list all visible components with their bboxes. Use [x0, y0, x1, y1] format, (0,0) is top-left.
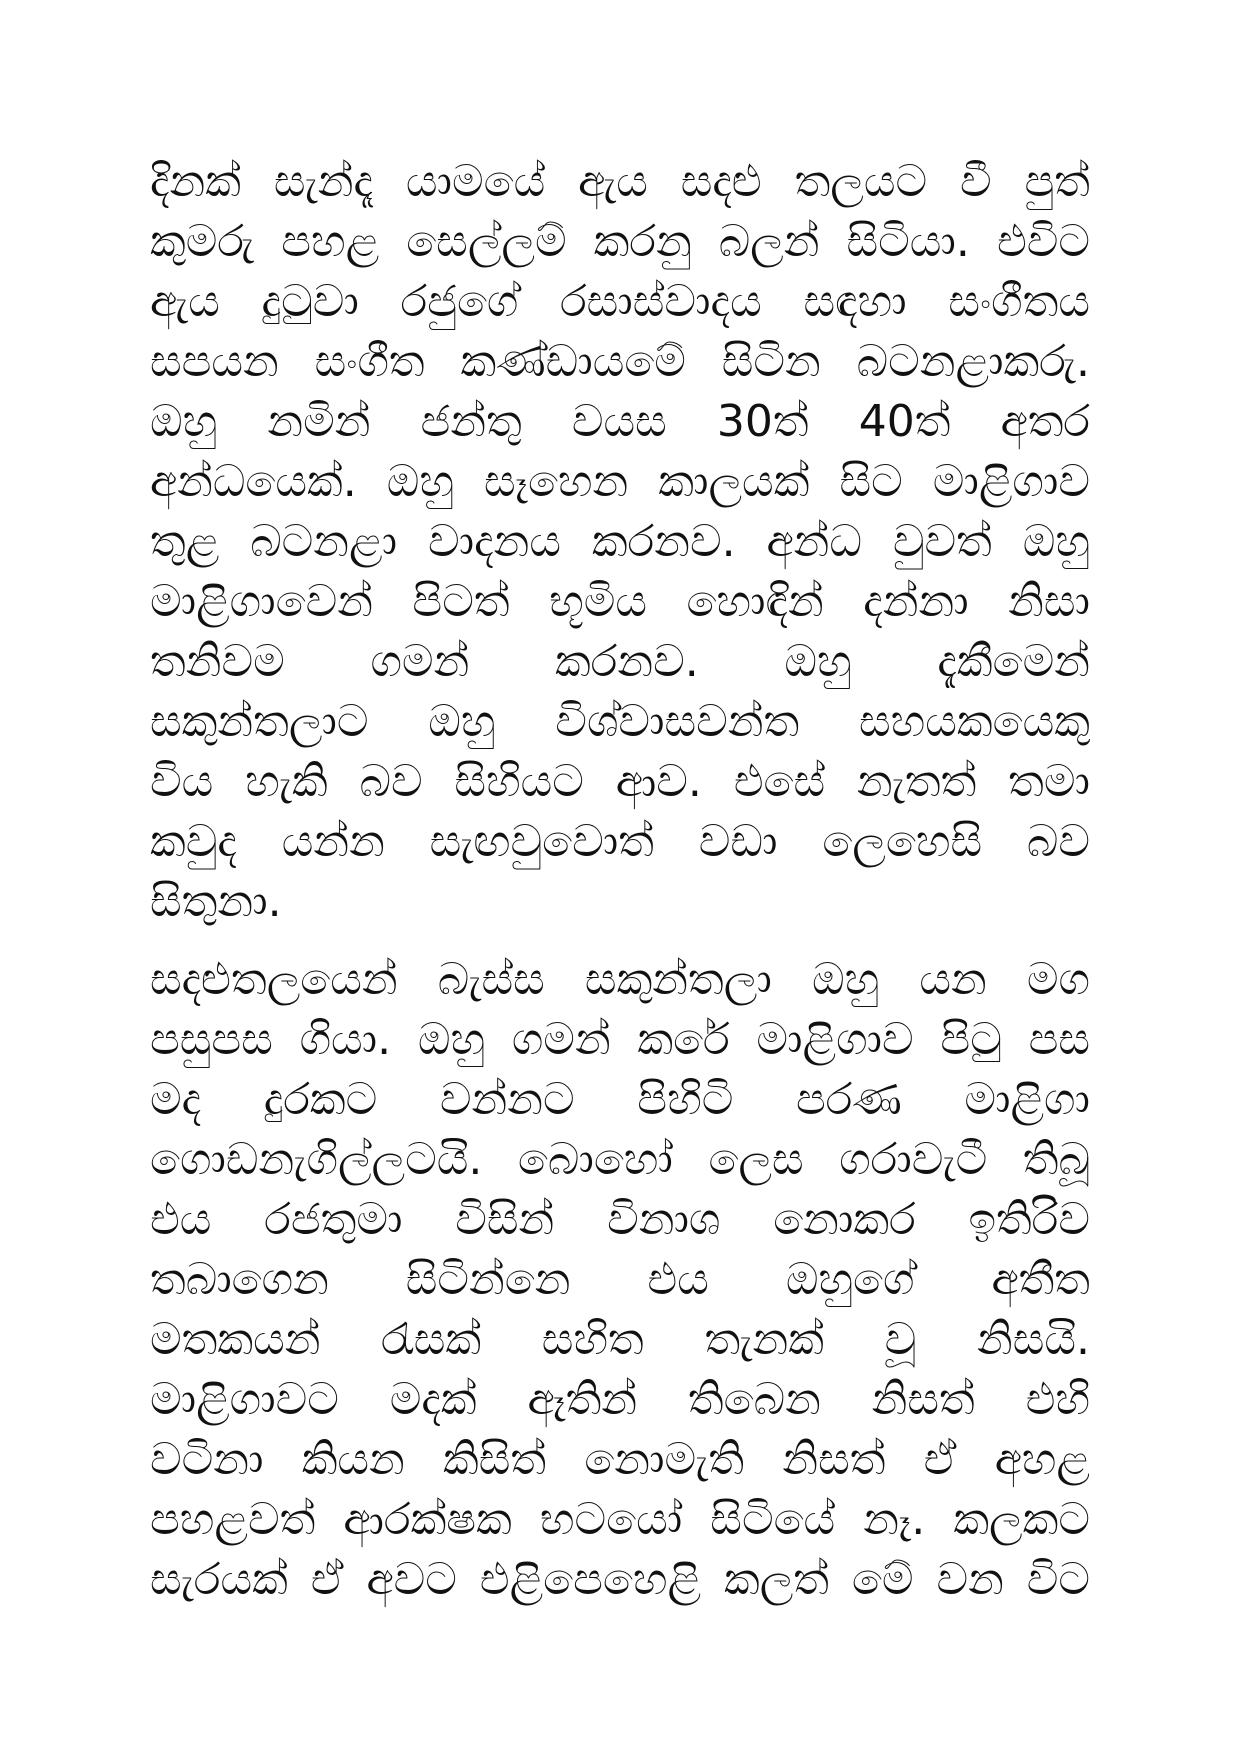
paragraph-2 — [150, 950, 1090, 1610]
paragraph-line: මාළිගාවට මදක් ඈතින් තිබෙන නිසත් එහි — [150, 1374, 1090, 1425]
paragraph-line: කවුද යන්න සැඟවුවොත් වඩා ලෙහෙසි බව — [150, 816, 1090, 867]
paragraph-line: තනිවම ගමන් කරනව. ඔහු දැකීමෙන් — [150, 636, 1090, 687]
paragraph-1 — [150, 152, 1090, 932]
paragraph-line: වටිනා කියන කිසිත් නොමැති නිසත් ඒ අහළ — [150, 1434, 1090, 1485]
paragraph-line: සැරයක් ඒ අවට එළිපෙහෙළි කලත් මේ වන විට — [150, 1554, 1090, 1605]
paragraph-line: සකුන්තලාට ඔහු විශ්වාසවන්ත සහයකයෙකු — [150, 696, 1090, 747]
paragraph-line: අන්ධයෙක්. ඔහු සෑහෙන කාලයක් සිට මාළිගාව — [150, 456, 1090, 507]
paragraph-line: තබාගෙන සිටින්නෙ එය ඔහුගේ අතීත — [150, 1254, 1090, 1305]
paragraph-line: පහළවත් ආරක්ෂක භටයෝ සිටියේ නෑ. කලකට — [150, 1494, 1090, 1545]
paragraph-line: මාළිගාවෙන් පිටත් භූමිය හොඳින් දන්නා නිසා — [150, 576, 1090, 627]
paragraph-line: පසුපස ගියා. ඔහු ගමන් කරේ මාළිගාව පිටු පස — [150, 1014, 1090, 1065]
paragraph-line: විය හැකි බව සිහියට ආව. එසේ නැතත් තමා — [150, 756, 1090, 807]
paragraph-line: මද දුරකට වන්නට පිහිටි පරණ මාළිගා — [150, 1074, 1090, 1125]
paragraph-line: ඇය දුටුවා රජුගේ රසාස්වාදය සඳහා සංගීතය — [150, 276, 1090, 327]
paragraph-line: සදළුතලයෙන් බැස්ස සකුන්තලා ඔහු යන මග — [150, 954, 1090, 1005]
paragraph-line: තුළ බටනළා වාදනය කරනව. අන්ධ වුවත් ඔහු — [150, 516, 1090, 567]
paragraph-line: සිතුනා. — [150, 876, 282, 927]
paragraph-line: ඔහු නමින් ජන්තු වයස 30ත් 40ත් අතර — [150, 396, 1090, 447]
paragraph-line: එය රජතුමා විසින් විනාශ නොකර ඉතිරිව — [150, 1194, 1090, 1245]
paragraph-line: ගොඩනැගිල්ලටයි. බොහෝ ලෙස ගරාවැටී තිබූ — [150, 1134, 1090, 1185]
paragraph-line: සපයන සංගීත කණ්ඩායමේ සිටින බටනළාකරු. — [150, 336, 1090, 387]
paragraph-line: මතකයන් රැසක් සහිත තැනක් වූ නිසයි. — [150, 1314, 1090, 1365]
paragraph-line: දිනක් සැන්දෑ යාමයේ ඇය සදළු තලයට වී පුත් — [150, 156, 1090, 207]
paragraph-line: කුමරු පහළ සෙල්ලම් කරනු බලන් සිටියා. එවිට — [150, 216, 1090, 267]
